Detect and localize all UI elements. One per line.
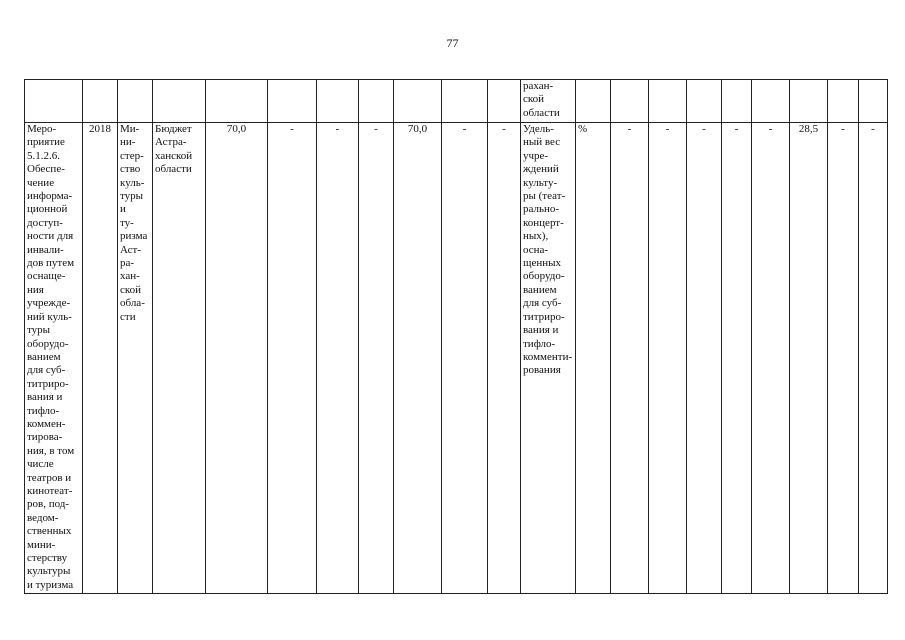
empty-cell bbox=[687, 80, 722, 123]
unit-cell: % bbox=[576, 123, 611, 594]
empty-cell bbox=[83, 80, 118, 123]
empty-cell bbox=[752, 80, 790, 123]
total-cell: 70,0 bbox=[206, 123, 268, 594]
table-row bbox=[25, 80, 888, 123]
indicator-value-cell: - bbox=[687, 123, 722, 594]
value-cell: - bbox=[268, 123, 317, 594]
empty-cell bbox=[649, 80, 687, 123]
empty-cell bbox=[576, 80, 611, 123]
empty-cell bbox=[153, 80, 206, 123]
table-row bbox=[25, 123, 888, 594]
empty-cell bbox=[790, 80, 828, 123]
year-cell: 2018 bbox=[83, 123, 118, 594]
page-number: 77 bbox=[446, 36, 459, 50]
program-activities-table bbox=[24, 79, 888, 594]
value-cell: 70,0 bbox=[394, 123, 442, 594]
value-cell: - bbox=[359, 123, 394, 594]
empty-cell bbox=[359, 80, 394, 123]
indicator-value-cell: - bbox=[859, 123, 888, 594]
value-cell: - bbox=[317, 123, 359, 594]
empty-cell bbox=[268, 80, 317, 123]
indicator-value-cell: - bbox=[752, 123, 790, 594]
empty-cell bbox=[25, 80, 83, 123]
activity-cell: Меро- приятие 5.1.2.6. Обеспе- чение информа- ционной доступ- ности для инвали- дов путем оснаще- ния учрежде- ний куль- туры оборудо- ванием для суб- титриро- вания и тифло- коммен- тирова- ния, в том числе театров и кинотеат- ров, под- ведом- ственных мини- стерству культуры и туризма bbox=[25, 123, 83, 594]
empty-cell bbox=[828, 80, 859, 123]
empty-cell bbox=[611, 80, 649, 123]
value-cell: - bbox=[442, 123, 488, 594]
empty-cell bbox=[488, 80, 521, 123]
empty-cell bbox=[206, 80, 268, 123]
indicator-value-cell: - bbox=[649, 123, 687, 594]
empty-cell bbox=[394, 80, 442, 123]
indicator-fragment-cell: рахан- ской области bbox=[521, 80, 576, 123]
indicator-value-cell: - bbox=[722, 123, 752, 594]
executor-cell: Ми- ни- стер- ство куль- туры и ту- ризма Аст- ра- хан- ской обла- сти bbox=[118, 123, 153, 594]
indicator-value-cell: - bbox=[611, 123, 649, 594]
indicator-cell: Удель- ный вес учре- ждений культу- ры (теат- рально- концерт- ных), осна- щенных оборудо- ванием для суб- титриро- вания и тифло- комменти- рования bbox=[521, 123, 576, 594]
empty-cell bbox=[118, 80, 153, 123]
indicator-value-cell: 28,5 bbox=[790, 123, 828, 594]
empty-cell bbox=[317, 80, 359, 123]
funding-source-cell: Бюджет Астра- ханской области bbox=[153, 123, 206, 594]
empty-cell bbox=[442, 80, 488, 123]
value-cell: - bbox=[488, 123, 521, 594]
empty-cell bbox=[859, 80, 888, 123]
empty-cell bbox=[722, 80, 752, 123]
indicator-value-cell: - bbox=[828, 123, 859, 594]
